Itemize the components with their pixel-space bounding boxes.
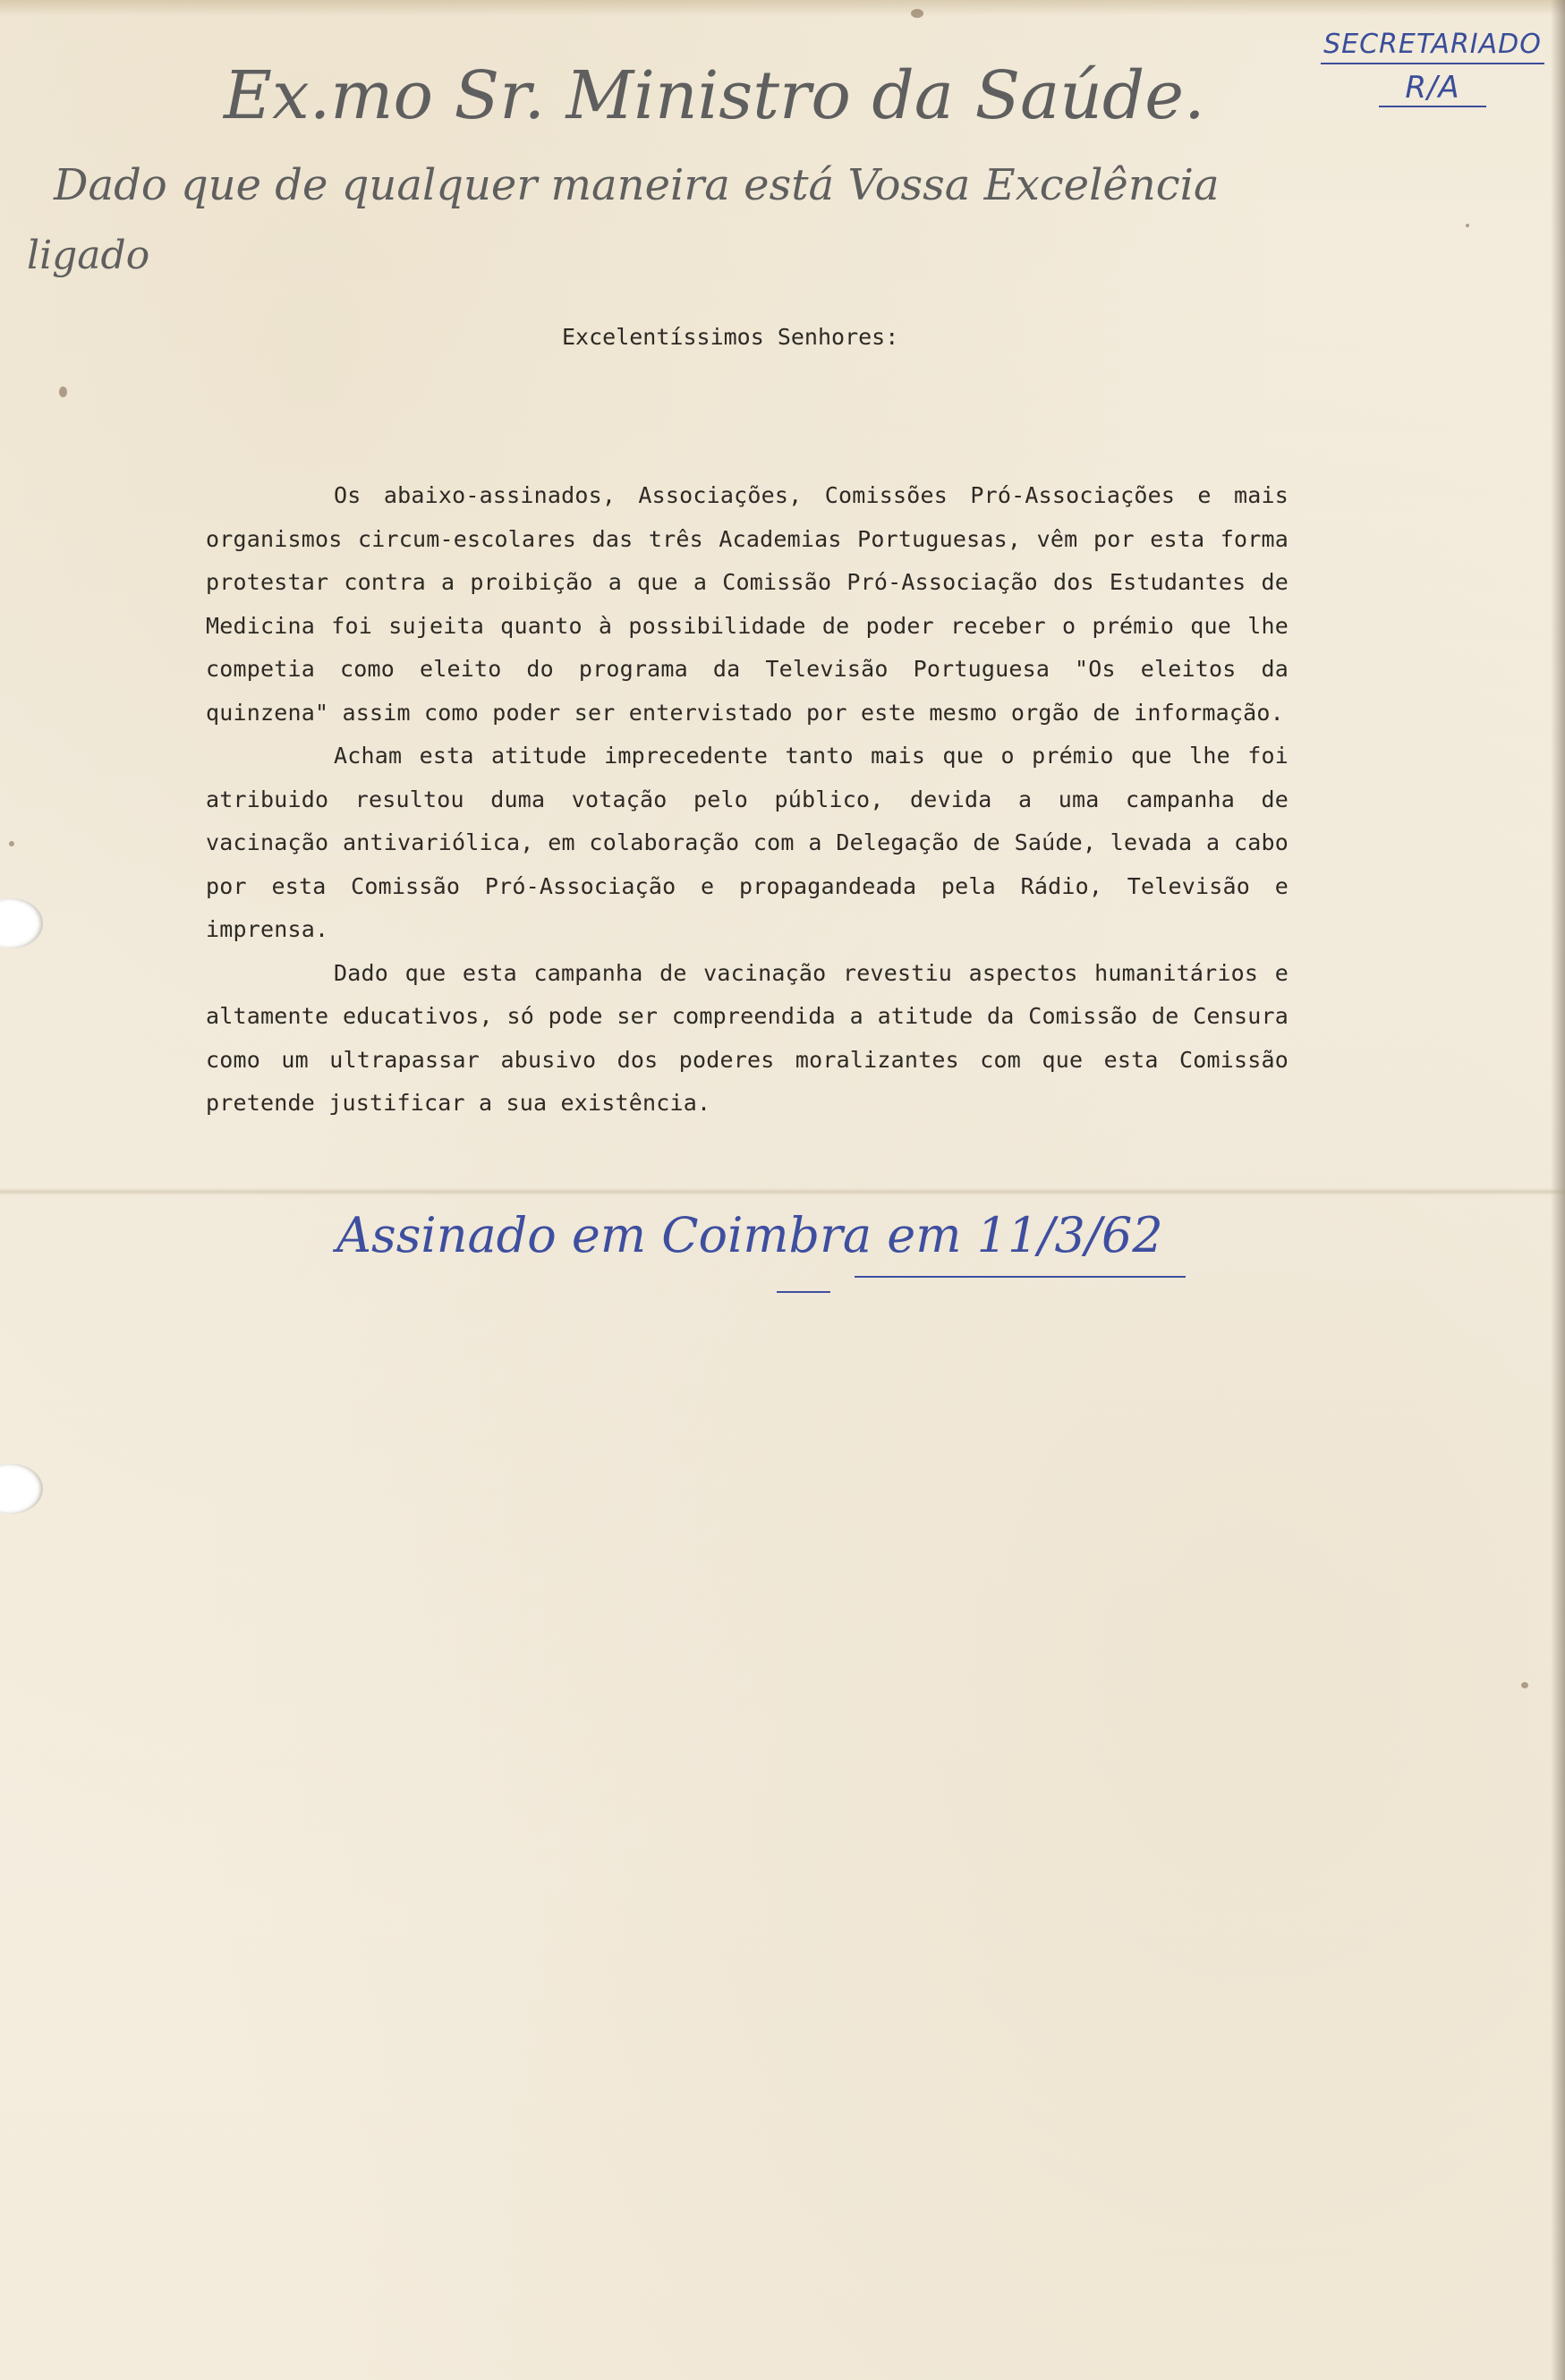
letter-paragraph-2: Acham esta atitude imprecedente tanto mais que o prémio que lhe foi atribuido resultou duma votação pelo público, devida a uma campanha de vacinação antivariólica, em colaboração com a Delegação de Saúde, levada a cabo por esta Comissão Pró-Associação e propagandeada pela Rádio, Televisão e imprensa. (206, 743, 1289, 942)
handwritten-addressee: Ex.mo Sr. Ministro da Saúde. (224, 57, 1205, 134)
paper-speck (911, 9, 923, 18)
punch-hole-upper (0, 898, 43, 948)
paper-speck (1521, 1682, 1528, 1688)
paper-speck (1466, 224, 1469, 227)
signature-underline-long (855, 1276, 1186, 1278)
paper-fold-crease (0, 1188, 1565, 1195)
letter-paragraph-1: Os abaixo-assinados, Associações, Comissões Pró-Associações e mais organismos circum-escolares das três Academias Portuguesas, vêm por esta forma protestar contra a proibição a que a Comissão Pró-Associação dos Estudantes de Medicina foi sujeita quanto à possibilidade de poder receber o prémio que lhe competia como eleito do programa da Televisão Portuguesa "Os eleitos da quinzena" assim como poder ser entervistado por este mesmo orgão de informação. (206, 482, 1289, 726)
handwritten-signature-place-date: Assinado em Coimbra em 11/3/62 (336, 1207, 1163, 1263)
stamp-line-2: R/A (1405, 70, 1460, 106)
paper-speck (59, 387, 67, 397)
handwritten-note-line-1: Dado que de qualquer maneira está Vossa Excelência (54, 160, 1220, 210)
paper-top-edge (0, 0, 1565, 16)
punch-hole-lower (0, 1464, 43, 1514)
stamp-underline (1321, 63, 1544, 64)
stamp-line-1: SECRETARIADO (1323, 29, 1542, 60)
letter-salutation: Excelentíssimos Senhores: (562, 324, 899, 350)
paper-speck (9, 841, 14, 846)
stamp-underline-short (1379, 106, 1486, 107)
letter-paragraph-3: Dado que esta campanha de vacinação revestiu aspectos humanitários e altamente educativos, só pode ser compreendida a atitude da Comissão de Censura como um ultrapassar abusivo dos poderes moralizantes com que esta Comissão pretende justificar a sua existência. (206, 959, 1289, 1116)
handwritten-note-line-2: ligado (27, 233, 150, 278)
secretariat-stamp (1312, 27, 1553, 107)
signature-underline-short (777, 1291, 830, 1293)
letter-body (206, 474, 1289, 1126)
